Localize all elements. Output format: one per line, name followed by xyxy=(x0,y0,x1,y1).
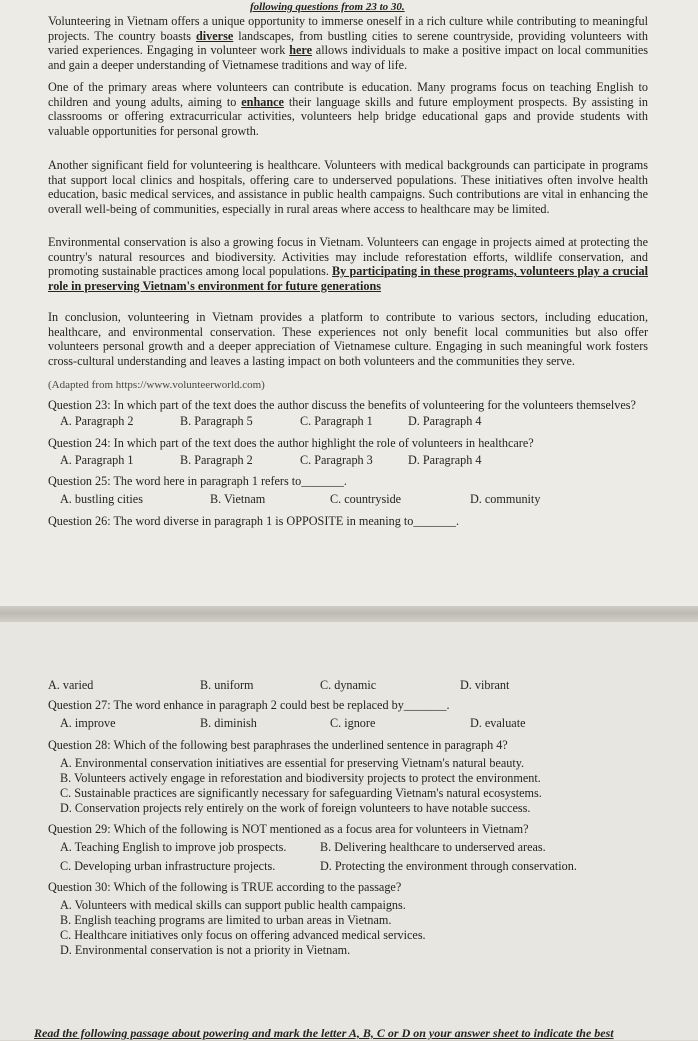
paragraph-1: Volunteering in Vietnam offers a unique opportunity to immerse oneself in a rich culture while contributing to meaningful projects. The country boasts diverse landscapes, from bustling cities to serene countryside, providing volunteers with varied experiences. Engaging in volunteer work here allows individuals to make a positive impact on local communities and gain a deeper understanding of Vietnamese traditions and way of life. xyxy=(48,14,649,72)
q23-option-b[interactable]: B. Paragraph 5 xyxy=(180,414,253,428)
question-27: Question 27: The word enhance in paragraph 2 could best be replaced by_______. xyxy=(48,698,450,712)
question-28: Question 28: Which of the following best paraphrases the underlined sentence in paragraph 4? xyxy=(48,738,508,752)
page-fold xyxy=(0,606,698,622)
section-header: following questions from 23 to 30. xyxy=(250,1,405,13)
q23-option-d[interactable]: D. Paragraph 4 xyxy=(408,414,482,428)
next-section-instruction: Read the following passage about powering and mark the letter A, B, C or D on your answer sheet to indicate the best xyxy=(34,1026,614,1040)
q24-option-d[interactable]: D. Paragraph 4 xyxy=(408,453,482,467)
q23-option-a[interactable]: A. Paragraph 2 xyxy=(60,414,134,428)
question-30: Question 30: Which of the following is TRUE according to the passage? xyxy=(48,880,402,894)
q27-option-a[interactable]: A. improve xyxy=(60,716,116,730)
underlined-sentence: By participating in these programs, volunteers play a crucial role in preserving Vietnam's environment for future generations xyxy=(48,264,648,293)
paragraph-3: Another significant field for volunteering is healthcare. Volunteers with medical backgrounds can participate in programs that support local clinics and hospitals, offering care to underserved populations. These initiatives often involve health education, basic medical services, and assistance in public health campaigns. Such contributions are vital in enhancing the overall well-being of communities, especially in rural areas where access to healthcare may be limited. xyxy=(48,158,648,216)
q26-option-b[interactable]: B. uniform xyxy=(200,678,254,692)
q28-option-a[interactable]: A. Environmental conservation initiatives are essential for preserving Vietnam's natural beauty. xyxy=(60,756,525,770)
q30-option-a[interactable]: A. Volunteers with medical skills can support public health campaigns. xyxy=(60,898,406,912)
q27-option-d[interactable]: D. evaluate xyxy=(470,716,526,730)
q25-option-d[interactable]: D. community xyxy=(470,492,541,506)
q29-option-d[interactable]: D. Protecting the environment through conservation. xyxy=(320,859,577,873)
q29-option-a[interactable]: A. Teaching English to improve job prospects. xyxy=(60,840,287,854)
word-here: here xyxy=(289,43,312,58)
word-enhance: enhance xyxy=(241,94,284,109)
source-note: (Adapted from https://www.volunteerworld.com) xyxy=(48,379,265,391)
paragraph-4: Environmental conservation is also a growing focus in Vietnam. Volunteers can engage in projects aimed at protecting the country's natural resources and biodiversity. Activities may include reforestation efforts, wildlife conservation, and promoting sustainable practices among local populations. By participating in these programs, volunteers play a crucial role in preserving Vietnam's environment for future generations xyxy=(48,235,648,293)
q26-option-a[interactable]: A. varied xyxy=(48,678,94,692)
worksheet-bottom xyxy=(0,622,698,1040)
q28-option-b[interactable]: B. Volunteers actively engage in reforestation and biodiversity projects to protect the environment. xyxy=(60,771,541,785)
question-26: Question 26: The word diverse in paragraph 1 is OPPOSITE in meaning to_______. xyxy=(48,514,460,528)
q29-option-b[interactable]: B. Delivering healthcare to underserved areas. xyxy=(320,840,546,854)
paragraph-2: One of the primary areas where volunteers can contribute is education. Many programs focus on teaching English to children and young adults, aiming to enhance their language skills and future employment prospects. By assisting in classrooms or offering extracurricular activities, volunteers help bridge educational gaps and provide students with valuable opportunities for personal growth. xyxy=(48,80,648,138)
question-25: Question 25: The word here in paragraph 1 refers to_______. xyxy=(48,474,347,488)
q25-option-c[interactable]: C. countryside xyxy=(330,492,402,506)
word-diverse: diverse xyxy=(196,28,234,43)
q27-option-c[interactable]: C. ignore xyxy=(330,716,376,730)
q28-option-d[interactable]: D. Conservation projects rely entirely on the work of foreign volunteers to have notable success. xyxy=(60,801,531,815)
q27-option-b[interactable]: B. diminish xyxy=(200,716,257,730)
question-29: Question 29: Which of the following is NOT mentioned as a focus area for volunteers in Vietnam? xyxy=(48,822,529,836)
q28-option-c[interactable]: C. Sustainable practices are significantly necessary for safeguarding Vietnam's natural ecosystems. xyxy=(60,786,542,800)
q25-option-b[interactable]: B. Vietnam xyxy=(210,492,266,506)
q24-option-b[interactable]: B. Paragraph 2 xyxy=(180,453,253,467)
q26-option-c[interactable]: C. dynamic xyxy=(320,678,377,692)
q24-option-c[interactable]: C. Paragraph 3 xyxy=(300,453,373,467)
q23-option-c[interactable]: C. Paragraph 1 xyxy=(300,414,373,428)
q26-option-d[interactable]: D. vibrant xyxy=(460,678,510,692)
q30-option-d[interactable]: D. Environmental conservation is not a priority in Vietnam. xyxy=(60,943,351,957)
q30-option-b[interactable]: B. English teaching programs are limited to urban areas in Vietnam. xyxy=(60,913,392,927)
q29-option-c[interactable]: C. Developing urban infrastructure projects. xyxy=(60,859,276,873)
question-23: Question 23: In which part of the text does the author discuss the benefits of volunteering for the volunteers themselves? xyxy=(48,398,636,412)
q25-option-a[interactable]: A. bustling cities xyxy=(60,492,143,506)
q30-option-c[interactable]: C. Healthcare initiatives only focus on offering advanced medical services. xyxy=(60,928,426,942)
question-24: Question 24: In which part of the text does the author highlight the role of volunteers in healthcare? xyxy=(48,436,534,450)
paragraph-5: In conclusion, volunteering in Vietnam provides a platform to contribute to various sectors, including education, healthcare, and environmental conservation. These experiences not only benefit local communities but also offer volunteers personal growth and a deeper appreciation of Vietnamese culture. Engaging in such meaningful work fosters cross-cultural understanding and leaves a lasting impact on both volunteers and the communities they serve. xyxy=(48,310,648,368)
q24-option-a[interactable]: A. Paragraph 1 xyxy=(60,453,134,467)
